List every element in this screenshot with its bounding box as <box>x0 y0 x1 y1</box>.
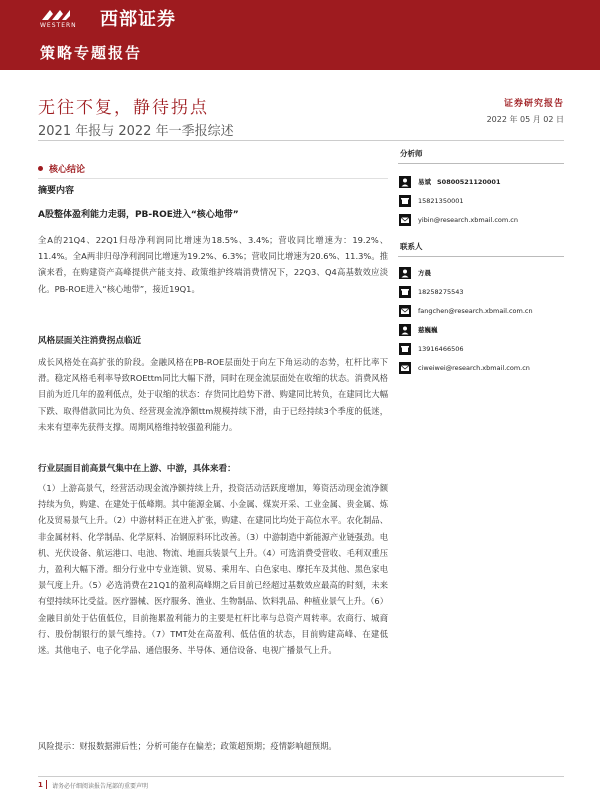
footer-separator <box>46 780 47 789</box>
person-icon <box>398 266 412 280</box>
footer-disclaimer: 请务必仔细阅读报告尾部的重要声明 <box>52 783 149 790</box>
contact-2-email-row <box>398 358 564 377</box>
report-type: 策略专题报告 <box>40 44 143 62</box>
core-divider <box>38 178 388 179</box>
email-icon <box>398 213 412 227</box>
core-heading <box>38 162 85 175</box>
analyst-1-name-row <box>398 172 564 191</box>
report-date: 2022 年 05 月 02 日 <box>486 115 564 124</box>
phone-icon <box>398 194 412 208</box>
analyst-1-email[interactable]: yibin@research.xbmail.com.cn <box>418 215 518 224</box>
person-icon <box>398 323 412 337</box>
contact-2-name: 慈巍巍 <box>418 326 438 334</box>
analyst-heading: 分析师 <box>398 140 564 164</box>
analyst-1-phone: 15821350001 <box>418 196 464 205</box>
analyst-1-name: 易斌 <box>418 178 431 186</box>
section-industry-heading: 行业层面目前高景气集中在上游、中游，具体来看： <box>38 464 236 474</box>
contact-1-email[interactable]: fangchen@research.xbmail.com.cn <box>418 306 533 315</box>
contact-1-name-row <box>398 263 564 282</box>
phone-icon <box>398 342 412 356</box>
risk-warning: 风险提示：财报数据滞后性；分析可能存在偏差；政策超预期；疫情影响超预期。 <box>38 741 337 751</box>
email-icon <box>398 304 412 318</box>
report-category: 证券研究报告 <box>503 99 564 109</box>
footer-divider <box>38 776 564 777</box>
western-logo-icon <box>40 8 72 22</box>
core-heading-label: 核心结论 <box>49 165 86 175</box>
summary-paragraph-1: 全A的21Q4、22Q1归母净利润同比增速为18.5%、3.4%；营收同比增速为：19.2%、11.4%。全A两非归母净利润同比增速为19.2%、6.3%；营收同比增速为20.6%、11.3%。推演来看，在购建资产高峰提供产能支持、政策维护终端消费情况下，22Q3、Q4高基数效应淡化。PB-ROE进入“核心地带”，接近19Q1。 <box>38 235 388 294</box>
header-band <box>0 0 600 70</box>
summary-paragraph-2: 成长风格处在高扩张的阶段。金融风格在PB-ROE层面处于向左下角运动的态势，杠杆比率下滑。稳定风格毛利率导致ROEttm同比大幅下滑，同时在现金流层面处在收缩的状态。消费风格目前为近几年的盈利低点，处于収缩的状态：存货同比趋势下滑、购建同比转负，在建同比大幅下跌、取得借款同比为负、经营现金流净额ttm规模持续下滑，由于已经持续3个季度的低迷，未来有望率先获得支撑。周期风格维持较强盈利能力。 <box>38 357 388 432</box>
phone-icon <box>398 285 412 299</box>
report-subtitle: 2021 年报与 2022 年一季报综述 <box>38 124 234 139</box>
logo-chinese: 西部证券 <box>100 9 176 30</box>
contact-1-phone-row <box>398 282 564 301</box>
contact-2-name-row <box>398 320 564 339</box>
person-icon <box>398 175 412 189</box>
contact-1-phone: 18258275543 <box>418 287 464 296</box>
contact-2-email[interactable]: ciweiwei@research.xbmail.com.cn <box>418 363 530 372</box>
bullet-dot-icon <box>38 166 43 171</box>
logo-english: WESTERN <box>40 22 77 29</box>
analyst-sidebar <box>398 140 564 377</box>
contact-2-phone: 13916466506 <box>418 344 464 353</box>
analyst-1-phone-row <box>398 191 564 210</box>
page-number: 1 <box>38 781 43 789</box>
contact-2-phone-row <box>398 339 564 358</box>
contact-1-name: 方晨 <box>418 269 431 277</box>
report-title: 无往不复，静待拐点 <box>38 98 209 118</box>
contact-heading: 联系人 <box>398 233 564 257</box>
analyst-1-cert: S0800521120001 <box>437 177 501 186</box>
section-style-heading: 风格层面关注消费拐点临近 <box>38 336 142 346</box>
analyst-1-email-row <box>398 210 564 229</box>
summary-title: 摘要内容 <box>38 186 75 196</box>
email-icon <box>398 361 412 375</box>
summary-headline: A股整体盈利能力走弱，PB-ROE进入“核心地带” <box>38 210 239 220</box>
contact-1-email-row <box>398 301 564 320</box>
summary-paragraph-3: （1）上游高景气，经营活动现金流净额持续上升，投资活动活跃度增加，筹资活动现金流净额持续为负，购建、在建处于低峰期。其中能源金属、小金属、煤炭开采、工业金属、贵金属、炼化及贸易景气上升。（2）中游材料正在进入扩张，购建、在建同比均处于高位水平。农化制品、非金属材料、化学制品、化学原料、冶钢原料环比改善。（3）中游制造中新能源产业链强劲。电机、光伏设备、航运港口、电池、物流、地面兵装景气上升。（4）可选消费受营收、毛利双重压力，盈利大幅下滑。细分行业中专业连锁、贸易、乘用车、白色家电、摩托车及其他、黑色家电景气度上升。（5）必选消费在21Q1的盈利高峰期之后目前已经超过基数效应最高的时刻，未来有望持续环比受益。医疗器械、医疗服务、渔业、生物制品、饮料乳品、种植业景气上升。（6）金融目前处于估值低位，目前拖累盈利能力的主要是杠杆比率与总资产周转率。农商行、城商行、股份制银行的景气维持。（7）TMT处在高盈利、低估值的状态，目前购建高峰、在建低迷。其他电子、电子化学品、通信服务、半导体、通信设备、电视广播景气上升。 <box>38 483 388 656</box>
